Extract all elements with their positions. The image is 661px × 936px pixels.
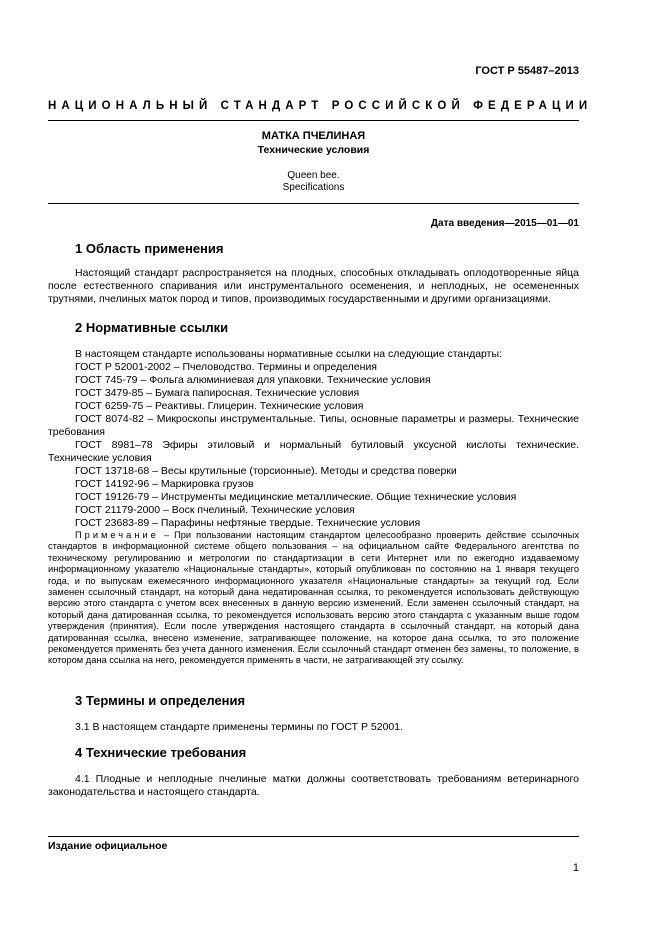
document-subtitle-en: Specifications [282,182,345,193]
section-3-text: 3.1 В настоящем стандарте применены термины по ГОСТ Р 52001. [75,721,404,733]
reference-item: ГОСТ 19126-79 – Инструменты медицинские металлические. Общие технические условия [75,491,517,503]
reference-item: ГОСТ 6259-75 – Реактивы. Глицерин. Технические условия [75,400,364,412]
note-label: Примечание [75,530,159,540]
reference-item: ГОСТ 21179-2000 – Воск пчелиный. Технические условия [75,504,355,516]
document-subtitle: Технические условия [257,144,370,156]
introduction-date: Дата введения—2015—01—01 [430,218,579,229]
reference-item-long: ГОСТ 8981–78 Эфиры этиловый и нормальный бутиловый уксусной кислоты технические. Технические условия [48,439,579,464]
document-title-en: Queen bee. [287,170,340,181]
section-2-intro: В настоящем стандарте использованы нормативные ссылки на следующие стандарты: [75,348,502,360]
reference-item: ГОСТ 23683-89 – Парафины нефтяные твердые. Технические условия [75,517,421,529]
section-4-heading: 4 Технические требования [75,745,247,760]
reference-item: ГОСТ 3479-85 – Бумага папиросная. Технические условия [75,387,360,399]
top-divider [48,120,579,121]
reference-item: ГОСТ 13718-68 – Весы крутильные (торсионные). Методы и средства поверки [75,465,457,477]
document-code: ГОСТ Р 55487–2013 [475,65,579,77]
page-number: 1 [572,862,579,874]
reference-note [48,530,579,667]
section-2-heading: 2 Нормативные ссылки [75,320,229,335]
section-1-text: Настоящий стандарт распространяется на плодных, способных откладывать оплодотворенные яйца после естественного спаривания или инструментального осеменения, и неплодных, не осемененных трутнями, пчелиных маток пород и типов, производимых государственными и другими организациями. [48,267,579,305]
reference-item-long: ГОСТ 8074-82 – Микроскопы инструментальные. Типы, основные параметры и размеры. Технические требования [48,413,579,438]
footer-divider [48,836,579,837]
document-title: МАТКА ПЧЕЛИНАЯ [261,130,366,142]
section-3-heading: 3 Термины и определения [75,693,246,708]
title-divider [48,203,579,204]
official-edition-label: Издание официальное [48,840,168,852]
reference-item: ГОСТ 745-79 – Фольга алюминиевая для упаковки. Технические условия [75,374,431,386]
reference-item: ГОСТ 14192-96 – Маркировка грузов [75,478,254,490]
section-4-text: 4.1 Плодные и неплодные пчелиные матки должны соответствовать требованиям ветеринарного законодательства и настоящего стандарта. [48,773,579,798]
reference-item: ГОСТ Р 52001-2002 – Пчеловодство. Термины и определения [75,361,377,373]
note-text: – При пользовании настоящим стандартом целесообразно проверить действие ссылочных стандартов в информационной системе общего пользования – на официальном сайте Федерального агентства по техническому регулированию и метрологии по стандартизации в сети Интернет или по ежегодно издаваемому информационному указателю «Национальные стандарты», который опубликован по состоянию на 1 января текущего года, и по выпускам ежемесячного информационного указателя «Национальные стандарты» за текущий год. Если заменен ссылочный стандарт, на который дана недатированная ссылка, то рекомендуется использовать действующую версию этого стандарта с учетом всех внесенных в данную версию изменений. Если заменен ссылочный стандарт, на который дана датированная ссылка, то рекомендуется использовать версию этого стандарта с указанным выше годом утверждения (принятия). Если после утверждения настоящего стандарта в ссылочный стандарт, на который дана датированная ссылка, внесено изменение, затрагивающее положение, на которое дана ссылка, то это положение рекомендуется применять без учета данного изменения. Если ссылочный стандарт отменен без замены, то положение, в котором дана ссылка на него, рекомендуется применять в части, не затрагивающей эту ссылку. [48,530,579,666]
section-1-heading: 1 Область применения [75,241,224,256]
national-standard-banner: НАЦИОНАЛЬНЫЙ СТАНДАРТ РОССИЙСКОЙ ФЕДЕРАЦИИ [48,100,593,112]
